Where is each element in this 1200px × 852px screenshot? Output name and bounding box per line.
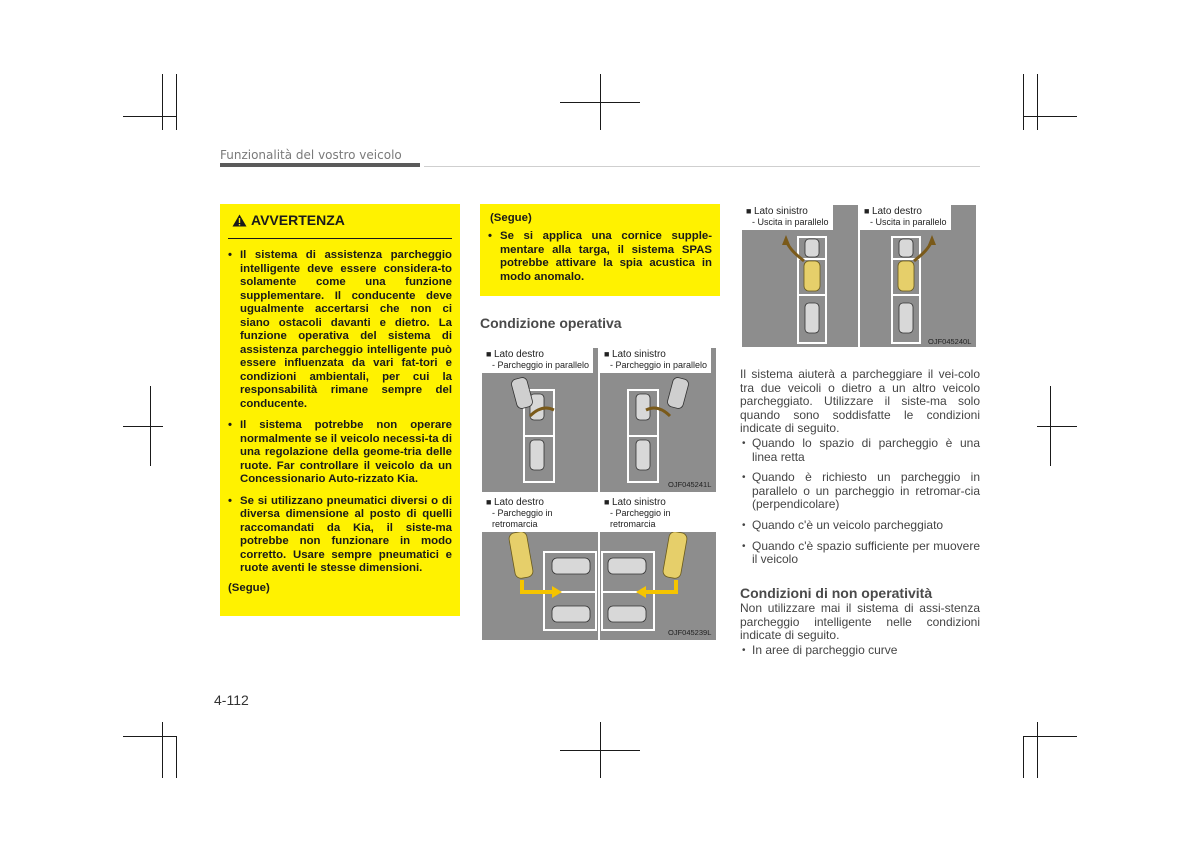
- crop-mark: [123, 736, 177, 737]
- figure-code: OJF045240L: [928, 337, 972, 346]
- figure-exit-right: [860, 205, 976, 347]
- figure-parallel-right: [482, 348, 598, 492]
- crop-mark: [560, 102, 640, 103]
- warning-item: • Il sistema potrebbe non operare normalmente se il veicolo necessi-ta di una regolazione della geome-tria delle ruote. Far controllare il veicolo da un Concessionario Auto-rizzato Kia.: [228, 419, 452, 487]
- conditions-list: [740, 437, 980, 567]
- figure-code: OJF045239L: [668, 628, 712, 637]
- condition-item: • Quando è richiesto un parcheggio in parallelo o un parcheggio in retromar-cia (perpendicolare): [740, 471, 980, 512]
- warning-title: AVVERTENZA: [251, 212, 345, 228]
- header-rule: [424, 166, 980, 167]
- condition-heading: Condizione operativa: [480, 315, 622, 331]
- continued-list: [488, 230, 712, 284]
- figure-label: ■ Lato destro - Parcheggio in parallelo: [482, 348, 593, 373]
- condition-item: • Quando c'è un veicolo parcheggiato: [740, 519, 980, 533]
- continued-title: (Segue): [490, 212, 532, 224]
- crop-mark: [176, 736, 177, 778]
- non-operational-item: • In aree di parcheggio curve: [740, 644, 980, 658]
- figure-label: ■ Lato sinistro - Parcheggio in retromarcia: [600, 496, 716, 532]
- non-operational-paragraph: Non utilizzare mai il sistema di assi-stenza parcheggio intelligente nelle condizioni indicate di seguito.: [740, 601, 980, 643]
- continued-item: • Se si applica una cornice supple-mentare alla targa, il sistema SPAS potrebbe attivare la spia acustica in modo anomalo.: [488, 230, 712, 284]
- crop-mark: [1023, 736, 1024, 778]
- warning-triangle-icon: [232, 214, 247, 227]
- crop-mark: [123, 426, 163, 427]
- condition-item: • Quando c'è spazio sufficiente per muovere il veicolo: [740, 540, 980, 567]
- figure-code: OJF045241L: [668, 480, 712, 489]
- figure-reverse-right: [482, 496, 598, 640]
- non-operational-list: [740, 644, 980, 658]
- crop-mark: [162, 74, 163, 130]
- crop-mark: [1023, 74, 1024, 130]
- figure-parallel-left: [600, 348, 716, 492]
- section-header: Funzionalità del vostro veicolo: [220, 148, 402, 162]
- warning-item: • Il sistema di assistenza parcheggio intelligente deve essere considera-to solamente come una funzione supplementare. Il conducente deve ugualmente accertarsi che non ci siano ostacoli davanti e dietro. La funzione operativa del sistema di assistenza parcheggio intelligente può essere influenzata da vari fat-tori e condizioni ambientali, per cui la responsabilità rimane sempre del conducente.: [228, 249, 452, 411]
- crop-mark: [1023, 116, 1077, 117]
- crop-mark: [560, 750, 640, 751]
- crop-mark: [176, 74, 177, 130]
- crop-mark: [1023, 736, 1077, 737]
- page-number: 4-112: [214, 692, 249, 708]
- continued-warning-box: [480, 204, 720, 296]
- figure-label: ■ Lato sinistro - Uscita in parallelo: [742, 205, 833, 230]
- non-operational-heading: Condizioni di non operatività: [740, 585, 933, 601]
- figure-exit-left: [742, 205, 858, 347]
- crop-mark: [1037, 722, 1038, 778]
- figure-label: ■ Lato destro - Uscita in parallelo: [860, 205, 951, 230]
- crop-mark: [162, 722, 163, 778]
- warning-list: [228, 249, 452, 576]
- warning-item: • Se si utilizzano pneumatici diversi o di diversa dimensione al posto di quelli raccomandati da Kia, il siste-ma potrebbe non funzionare in modo corretto. Usare sempre pneumatici e ruote aventi le stesse dimensioni.: [228, 495, 452, 576]
- condition-item: • Quando lo spazio di parcheggio è una linea retta: [740, 437, 980, 464]
- crop-mark: [1037, 426, 1077, 427]
- warning-title-row: [232, 212, 452, 228]
- header-bar: [220, 163, 420, 167]
- crop-mark: [123, 116, 177, 117]
- crop-mark: [1037, 74, 1038, 130]
- figure-reverse-left: [600, 496, 716, 640]
- warning-divider: [228, 238, 452, 239]
- intro-paragraph: Il sistema aiuterà a parcheggiare il vei-colo tra due veicoli o dietro a un altro veicolo parcheggiato. Utilizzare il siste-ma solo quando sono soddisfatte le condizioni indicate di seguito.: [740, 367, 980, 436]
- figure-label: ■ Lato sinistro - Parcheggio in parallelo: [600, 348, 711, 373]
- warning-box: [220, 204, 460, 616]
- continued-label: (Segue): [228, 581, 270, 594]
- figure-label: ■ Lato destro - Parcheggio in retromarcia: [482, 496, 598, 532]
